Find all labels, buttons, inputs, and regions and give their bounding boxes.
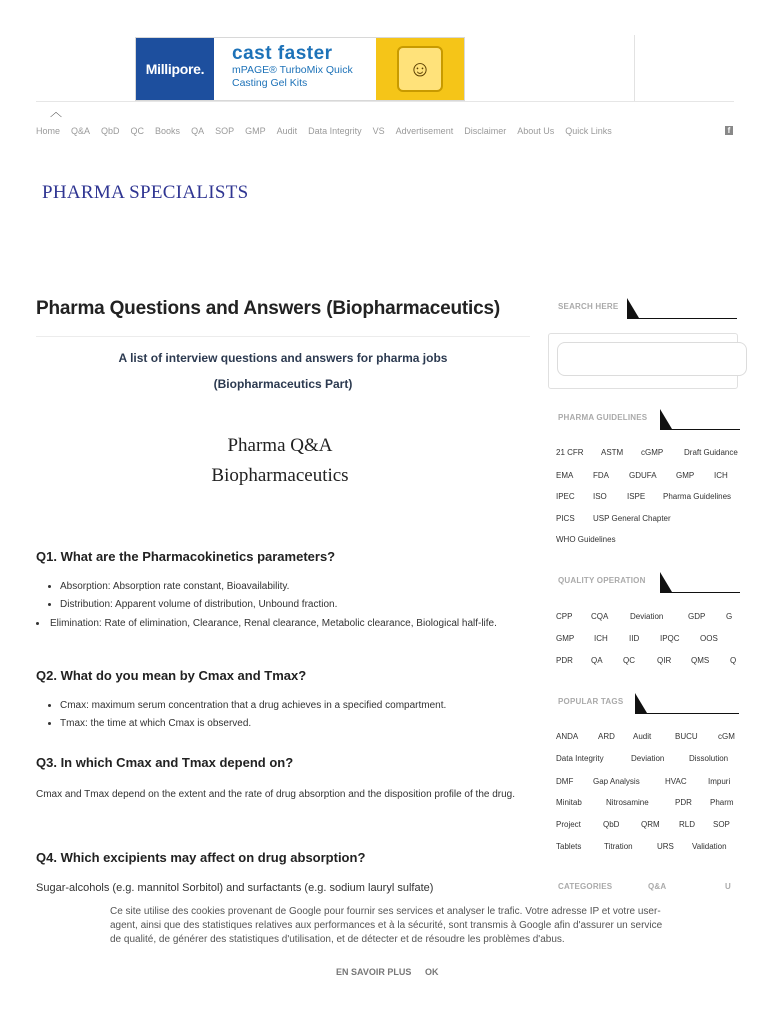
q2-list	[60, 697, 530, 733]
tag[interactable]: cGMP	[641, 448, 664, 457]
tag[interactable]: Pharma Guidelines	[663, 492, 732, 501]
tag[interactable]: CPP	[556, 612, 573, 621]
tag[interactable]: PDR	[556, 656, 573, 665]
heading-rule	[660, 429, 740, 430]
tag[interactable]: RLD	[679, 820, 696, 829]
tag[interactable]: Impuri	[708, 777, 731, 786]
tag[interactable]: OOS	[700, 634, 718, 643]
tag[interactable]: Pharm	[710, 798, 734, 807]
tag[interactable]: Q	[730, 656, 737, 665]
tag[interactable]: ANDA	[556, 732, 579, 741]
quality-operation-heading: QUALITY OPERATION	[558, 576, 646, 585]
category-u[interactable]: U	[725, 882, 731, 891]
tag[interactable]: BUCU	[675, 732, 698, 741]
nav-item-gmp[interactable]: GMP	[245, 126, 266, 136]
tag[interactable]: Deviation	[631, 754, 665, 763]
intro-line-2: (Biopharmaceutics Part)	[213, 377, 353, 391]
tag[interactable]: USP General Chapter	[593, 514, 671, 523]
tag[interactable]: IPQC	[660, 634, 680, 643]
tag[interactable]: ASTM	[601, 448, 624, 457]
tag[interactable]: Tablets	[556, 842, 582, 851]
search-heading: SEARCH HERE	[558, 302, 619, 311]
question-2: Q2. What do you mean by Cmax and Tmax?	[36, 668, 307, 683]
tag[interactable]: Nitrosamine	[606, 798, 649, 807]
popular-tags-heading: POPULAR TAGS	[558, 697, 624, 706]
tag[interactable]: ISO	[593, 492, 607, 501]
heading-rule	[635, 713, 739, 714]
tag[interactable]: Titration	[604, 842, 633, 851]
tag[interactable]: FDA	[593, 471, 609, 480]
tag[interactable]: IID	[629, 634, 640, 643]
question-1: Q1. What are the Pharmacokinetics parameters?	[36, 549, 336, 564]
tag[interactable]: IPEC	[556, 492, 575, 501]
nav-item-quick-links[interactable]: Quick Links	[565, 126, 612, 136]
tag[interactable]: Project	[556, 820, 581, 829]
tag[interactable]: GMP	[556, 634, 575, 643]
question-3: Q3. In which Cmax and Tmax depend on?	[36, 755, 294, 770]
heading-rule	[660, 592, 740, 593]
tag[interactable]: Data Integrity	[556, 754, 604, 763]
categories-heading: CATEGORIES	[558, 882, 613, 891]
list-item: • Elimination: Rate of elimination, Clearance, Renal clearance, Metabolic clearance, Biological half-life.	[36, 616, 530, 631]
tag[interactable]: QC	[623, 656, 635, 665]
nav-item-books[interactable]: Books	[155, 126, 181, 136]
nav-item-quality-assurance[interactable]: QA	[191, 126, 205, 136]
main-nav	[36, 126, 623, 136]
intro-line-1: A list of interview questions and answers for pharma jobs	[118, 351, 448, 365]
nav-item-about-us[interactable]: About Us	[517, 126, 555, 136]
ad-line-1: mPAGE® TurboMix Quick	[232, 64, 353, 76]
chevron-up-icon[interactable]: ︿	[50, 105, 63, 119]
tag[interactable]: PICS	[556, 514, 575, 523]
ad-line-2: Casting Gel Kits	[232, 77, 308, 89]
tag[interactable]: CQA	[591, 612, 609, 621]
list-item: • Distribution: Apparent volume of distribution, Unbound fraction.	[60, 596, 530, 614]
nav-item-advertisement[interactable]: Advertisement	[395, 126, 454, 136]
q3-answer: Cmax and Tmax depend on the extent and the rate of drug absorption and the disposition profile of the drug.	[36, 789, 516, 800]
category-qa[interactable]: Q&A	[648, 882, 667, 891]
article-image	[30, 431, 530, 491]
nav-item-data-integrity[interactable]: Data Integrity	[308, 126, 362, 136]
heading-marker	[635, 693, 647, 713]
tag[interactable]: Audit	[633, 732, 652, 741]
list-item: • Tmax: the time at which Cmax is observed.	[60, 715, 530, 733]
tag[interactable]: ARD	[598, 732, 615, 741]
ad-banner[interactable]	[135, 37, 465, 101]
article	[36, 296, 530, 865]
tag[interactable]: GMP	[676, 471, 695, 480]
tag[interactable]: QA	[591, 656, 603, 665]
tag[interactable]: G	[726, 612, 733, 621]
tag[interactable]: QMS	[691, 656, 710, 665]
heading-rule	[627, 318, 737, 319]
nav-item-qbd[interactable]: QbD	[101, 126, 120, 136]
tag[interactable]: GDP	[688, 612, 706, 621]
tag[interactable]: EMA	[556, 471, 574, 480]
nav-item-sop[interactable]: SOP	[215, 126, 235, 136]
tag[interactable]: Minitab	[556, 798, 582, 807]
tag[interactable]: URS	[657, 842, 674, 851]
tag[interactable]: QRM	[641, 820, 660, 829]
gel-kit-mascot-icon: ☺	[397, 46, 443, 92]
q4-answer: Sugar-alcohols (e.g. mannitol Sorbitol) and surfactants (e.g. sodium lauryl sulfate)	[36, 882, 434, 894]
heading-marker	[660, 409, 672, 429]
heading-marker	[627, 298, 639, 318]
nav-item-home[interactable]: Home	[36, 126, 61, 136]
tag[interactable]: Gap Analysis	[593, 777, 640, 786]
tag[interactable]: Validation	[692, 842, 727, 851]
tag[interactable]: HVAC	[665, 777, 687, 786]
tag[interactable]: DMF	[556, 777, 574, 786]
cookie-text: Ce site utilise des cookies provenant de Google pour fournir ses services et analyser le trafic. Votre adresse IP et votre user-agent, ainsi que des statistiques relatives aux performances et à la sécurité, sont transmis à Google afin d'assurer un service de qualité, de générer des statistiques d'utilisation, et de détecter et de résoudre les problèmes d'abus.	[110, 906, 663, 945]
learn-more-button[interactable]: EN SAVOIR PLUS	[336, 967, 412, 977]
tag[interactable]: WHO Guidelines	[556, 535, 616, 544]
nav-item-audit[interactable]: Audit	[276, 126, 298, 136]
tag[interactable]: Deviation	[630, 612, 664, 621]
list-item: • Absorption: Absorption rate constant, Bioavailability.	[60, 578, 530, 596]
tag[interactable]: ISPE	[627, 492, 646, 501]
tag[interactable]: PDR	[675, 798, 692, 807]
tag[interactable]: GDUFA	[629, 471, 657, 480]
tag[interactable]: Dissolution	[689, 754, 729, 763]
ad-title: cast faster	[232, 43, 333, 64]
tag[interactable]: SOP	[713, 820, 730, 829]
ad-text-block	[214, 38, 376, 100]
nav-item-qc[interactable]: QC	[130, 126, 145, 136]
nav-item-vs[interactable]: VS	[372, 126, 385, 136]
tag[interactable]: ICH	[714, 471, 728, 480]
tag[interactable]: Draft Guidance	[684, 448, 738, 457]
cookie-banner	[0, 897, 768, 1024]
article-image-line-1: Pharma Q&A	[227, 435, 333, 456]
tag[interactable]: cGM	[718, 732, 735, 741]
site-title[interactable]: PHARMA SPECIALISTS	[42, 182, 249, 203]
ad-brand: Millipore.	[136, 38, 214, 100]
facebook-icon[interactable]: f	[725, 126, 733, 135]
list-item: • Cmax: maximum serum concentration that a drug achieves in a specified compartment.	[60, 697, 530, 715]
q1-list	[50, 578, 530, 631]
post-title: Pharma Questions and Answers (Biopharmaceutics)	[36, 298, 500, 319]
ad-image	[376, 38, 464, 100]
nav-item-disclaimer[interactable]: Disclaimer	[464, 126, 507, 136]
article-image-line-2: Biopharmaceutics	[211, 465, 349, 486]
tag[interactable]: QbD	[603, 820, 620, 829]
tag[interactable]: ICH	[594, 634, 608, 643]
ok-button[interactable]: OK	[425, 967, 439, 977]
sidebar	[548, 0, 738, 1024]
nav-item-qa[interactable]: Q&A	[71, 126, 91, 136]
heading-marker	[660, 572, 672, 592]
question-4: Q4. Which excipients may affect on drug absorption?	[36, 850, 366, 865]
tag[interactable]: QIR	[657, 656, 672, 665]
search-input[interactable]	[557, 342, 747, 376]
tag[interactable]: 21 CFR	[556, 448, 584, 457]
title-divider	[36, 336, 530, 337]
guidelines-heading: PHARMA GUIDELINES	[558, 413, 648, 422]
